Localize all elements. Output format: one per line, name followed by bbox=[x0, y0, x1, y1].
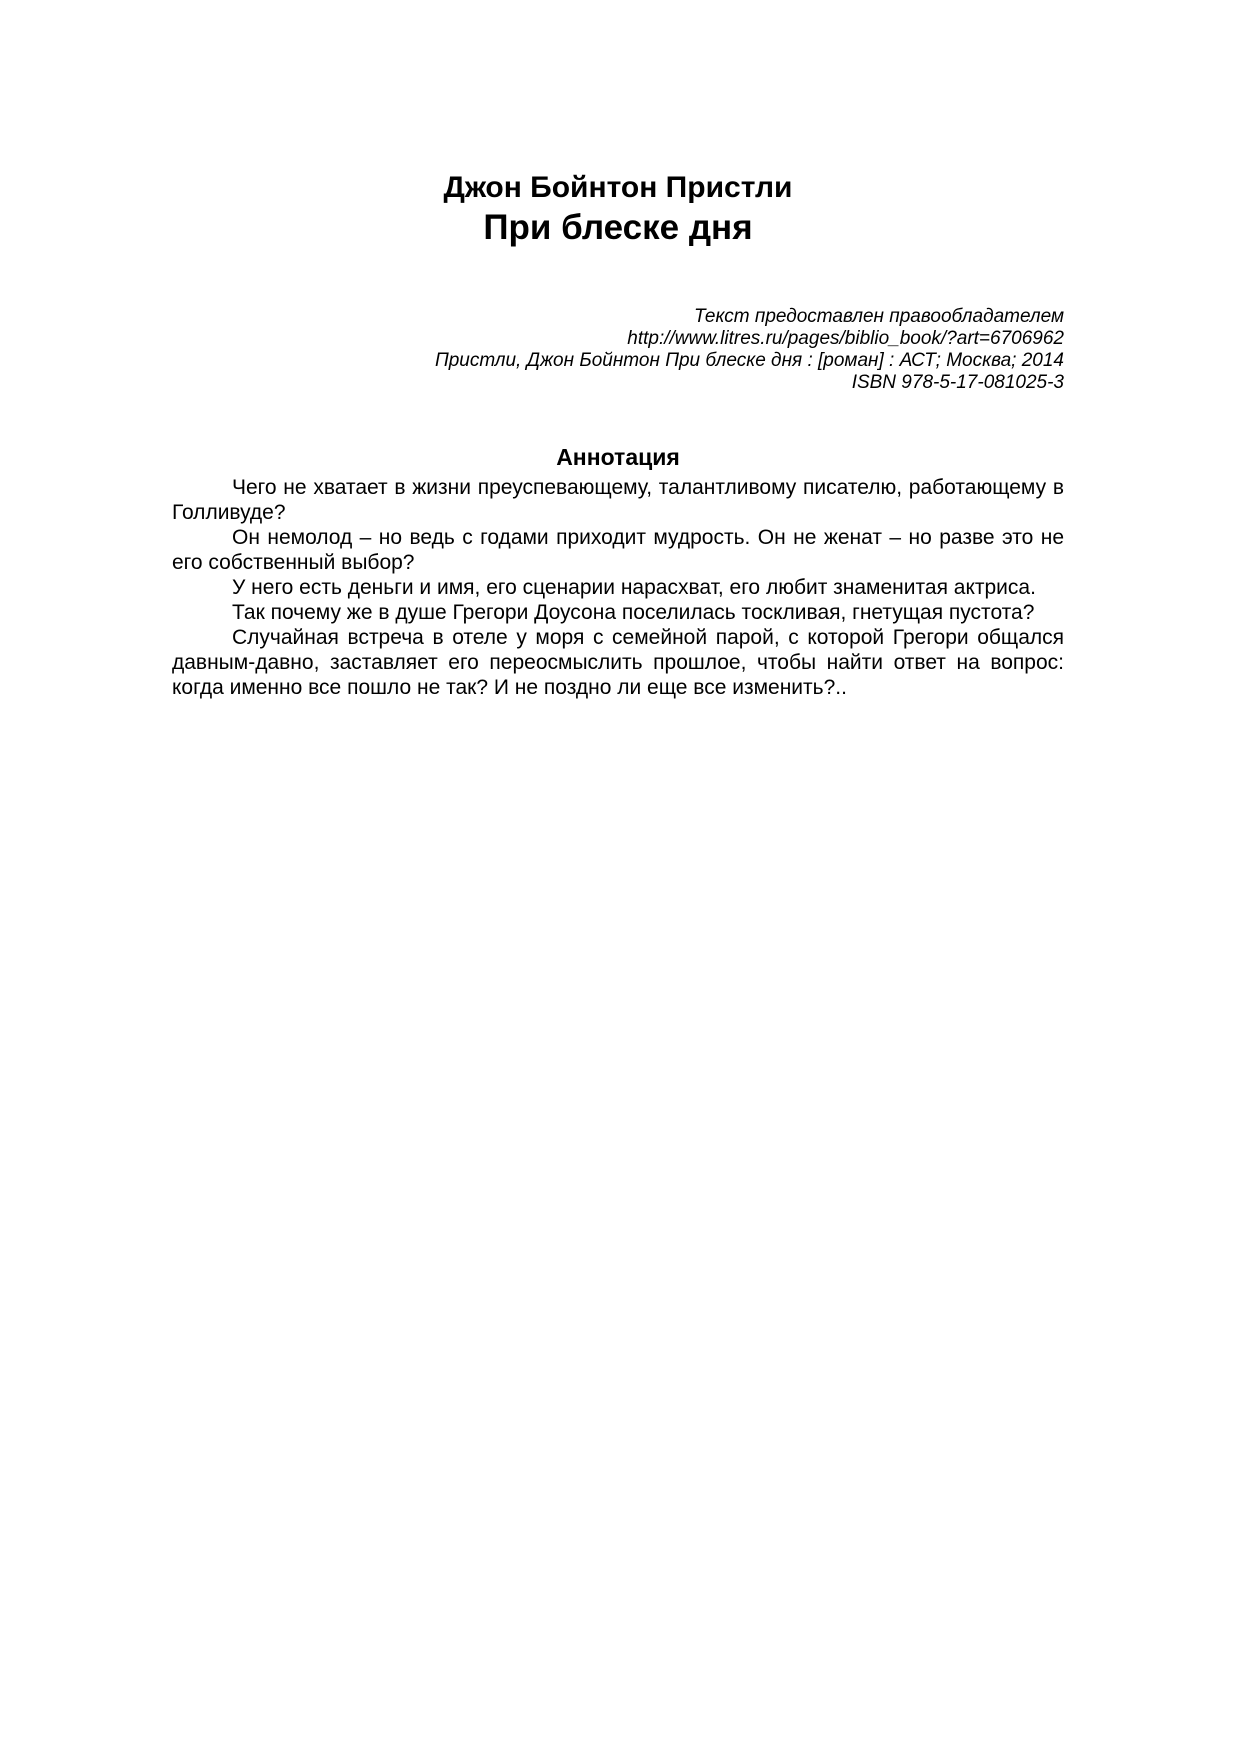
credits-block bbox=[172, 306, 1064, 394]
annotation-body bbox=[172, 475, 1064, 700]
annotation-paragraph: У него есть деньги и имя, его сценарии нарасхват, его любит знаменитая актриса. bbox=[232, 576, 1036, 599]
credits-source-line: Текст предоставлен правообладателем bbox=[693, 306, 1064, 327]
credits-publication-line: Пристли, Джон Бойнтон При блеске дня : [роман] : АСТ; Москва; 2014 bbox=[434, 350, 1064, 371]
credits-isbn: ISBN 978-5-17-081025-3 bbox=[851, 372, 1064, 393]
annotation-heading: Аннотация bbox=[556, 444, 680, 470]
annotation-paragraph: Так почему же в душе Грегори Доусона поселилась тоскливая, гнетущая пустота? bbox=[232, 601, 1035, 624]
credits-url: http://www.litres.ru/pages/biblio_book/?art=6706962 bbox=[627, 328, 1064, 349]
annotation-paragraph: Случайная встреча в отеле у моря с семейной парой, с которой Грегори общался давным-давно, заставляет его переосмыслить прошлое, чтобы найти ответ на вопрос: когда именно все пошло не так? И не поздно ли еще все изменить?.. bbox=[172, 626, 1064, 699]
author-heading: Джон Бойнтон Пристли bbox=[443, 171, 793, 204]
annotation-paragraph: Чего не хватает в жизни преуспевающему, талантливому писателю, работающему в Голливуде? bbox=[172, 476, 1064, 524]
text-block bbox=[172, 0, 1064, 700]
annotation-paragraph: Он немолод – но ведь с годами приходит мудрость. Он не женат – но разве это не его собственный выбор? bbox=[172, 526, 1064, 574]
book-title: При блеске дня bbox=[483, 208, 753, 247]
